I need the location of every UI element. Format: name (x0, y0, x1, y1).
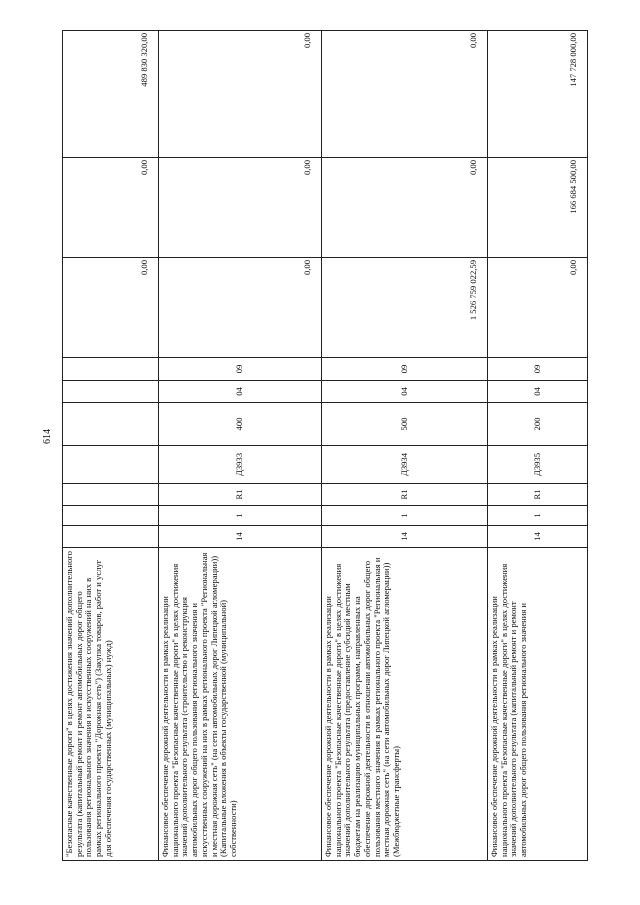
code-cell: Д3934 (322, 446, 488, 484)
code-cell (63, 526, 159, 548)
code-cell: 1 (488, 506, 588, 526)
code-cell: 04 (322, 381, 488, 403)
code-cell (63, 484, 159, 506)
code-cell (63, 403, 159, 446)
code-cell: 1 (322, 506, 488, 526)
code-cell: 400 (159, 403, 322, 446)
table-row (322, 31, 488, 861)
row-description: "Безопасные качественные дороги" в целях достижения значений дополнительного результата (капитальный ремонт и ремонт автомобильных дорог общего пользования регионального значения и искусственных сооружений на них в рамках регионального проекта "Дорожная сеть") (Закупка товаров, работ и услуг для обеспечения государственных (муниципальных) нужд) (63, 548, 159, 861)
amount-cell: 147 728 000,00 (488, 31, 588, 158)
page-number: 614 (42, 429, 53, 444)
row-description: Финансовое обеспечение дорожной деятельности в рамках реализации национального проекта "Безопасные качественные дороги" в целях достижения значений дополнительного результата (предоставление субсидий местным бюджетам на реализацию муниципальных программ, направленных на обеспечение дорожной деятельности в отношении автомобильных дорог общего пользования местного значения в рамках регионального проекта "Региональная и местная дорожная сеть" (на сети автомобильных дорог Липецкой агломерации)) (Межбюджетные трансферты) (322, 548, 488, 861)
table-row (488, 31, 588, 861)
amount-cell: 166 684 500,00 (488, 158, 588, 258)
code-cell: 1 (159, 506, 322, 526)
code-cell: 09 (488, 358, 588, 381)
table-row (63, 31, 159, 861)
row-description: Финансовое обеспечение дорожной деятельности в рамках реализации национального проекта "Безопасные качественные дороги" в целях достижения значений дополнительного результата (капитальный ремонт и ремонт автомобильных дорог общего пользования регионального значения и (488, 548, 588, 861)
code-cell: R1 (159, 484, 322, 506)
code-cell: 500 (322, 403, 488, 446)
code-cell (63, 381, 159, 403)
row-description: Финансовое обеспечение дорожной деятельности в рамках реализации национального проекта "Безопасные качественные дороги" в целях достижения значений дополнительного результата (строительство и реконструкция автомобильных дорог общего пользования регионального значения и искусственных сооружений на них в рамках регионального проекта "Региональная и местная дорожная сеть" (на сети автомобильных дорог Липецкой агломерации)) (Капитальные вложения в объекты государственной (муниципальной) собственности) (159, 548, 322, 861)
code-cell: 200 (488, 403, 588, 446)
amount-cell: 0,00 (159, 258, 322, 358)
code-cell: 04 (488, 381, 588, 403)
amount-cell: 0,00 (63, 158, 159, 258)
code-cell (63, 506, 159, 526)
amount-cell: 1 526 759 022,59 (322, 258, 488, 358)
code-cell (63, 358, 159, 381)
amount-cell: 0,00 (63, 258, 159, 358)
code-cell: 14 (322, 526, 488, 548)
code-cell: R1 (322, 484, 488, 506)
budget-table-rotated (62, 31, 587, 861)
code-cell: 14 (488, 526, 588, 548)
code-cell: 09 (159, 358, 322, 381)
amount-cell: 0,00 (322, 31, 488, 158)
code-cell (63, 446, 159, 484)
amount-cell: 0,00 (322, 158, 488, 258)
code-cell: R1 (488, 484, 588, 506)
amount-cell: 489 830 320,00 (63, 31, 159, 158)
code-cell: 14 (159, 526, 322, 548)
amount-cell: 0,00 (488, 258, 588, 358)
code-cell: Д3935 (488, 446, 588, 484)
amount-cell: 0,00 (159, 158, 322, 258)
amount-cell: 0,00 (159, 31, 322, 158)
budget-table (62, 30, 588, 861)
table-row (159, 31, 322, 861)
code-cell: 04 (159, 381, 322, 403)
code-cell: Д3933 (159, 446, 322, 484)
code-cell: 09 (322, 358, 488, 381)
